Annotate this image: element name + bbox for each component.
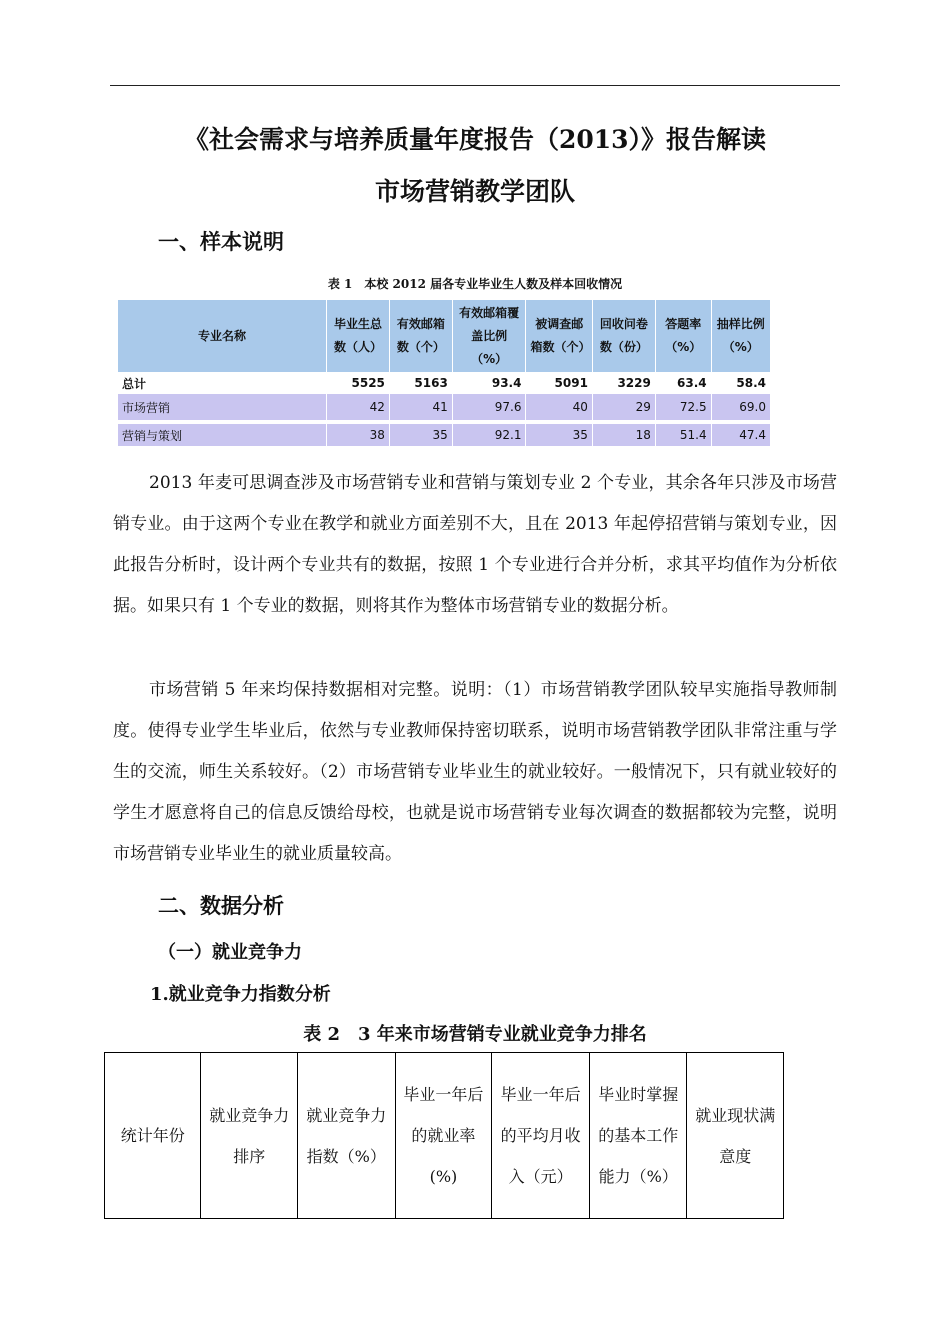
table1-header: 有效邮箱数（个） [389, 300, 452, 372]
table1-cell: 40 [526, 394, 592, 420]
table-row [118, 372, 771, 394]
table1-cell: 总计 [118, 372, 327, 394]
table1-caption: 表 1 本校 2012 届各专业毕业生人数及样本回收情况 [327, 277, 623, 291]
table1 [118, 300, 771, 446]
table1-cell: 58.4 [711, 372, 770, 394]
table1-cell: 18 [592, 424, 655, 446]
table1-cell: 5163 [389, 372, 452, 394]
table-row [118, 394, 771, 420]
section2-heading: 二、数据分析 [158, 893, 284, 918]
header-rule [110, 85, 840, 86]
table1-header: 抽样比例（%） [711, 300, 770, 372]
table1-cell: 35 [526, 424, 592, 446]
table1-cell: 63.4 [655, 372, 711, 394]
table1-cell: 42 [327, 394, 390, 420]
table1-cell: 市场营销 [118, 394, 327, 420]
table1-cell: 35 [389, 424, 452, 446]
paragraph-1: 2013 年麦可思调查涉及市场营销专业和营销与策划专业 2 个专业，其余各年只涉及市场营销专业。由于这两个专业在教学和就业方面差别不大，且在 2013 年起停招营销与策划专业，因此报告分析时，设计两个专业共有的数据，按照 1 个专业进行合并分析，求其平均值作为分析依据。如果只有 1 个专业的数据，则将其作为整体市场营销专业的数据分析。 [113, 473, 837, 616]
table2-header: 统计年份 [105, 1053, 201, 1219]
table1-cell: 营销与策划 [118, 424, 327, 446]
table1-cell: 47.4 [711, 424, 770, 446]
table2-header: 就业现状满意度 [687, 1053, 784, 1219]
table1-cell: 41 [389, 394, 452, 420]
table-row [105, 1053, 784, 1219]
table1-cell: 72.5 [655, 394, 711, 420]
table1-header: 有效邮箱覆盖比例（%） [452, 300, 526, 372]
table2 [104, 1052, 784, 1219]
table1-cell: 29 [592, 394, 655, 420]
table2-header: 毕业一年后的平均月收入（元） [492, 1053, 590, 1219]
subsubsection1-heading: 1.就业竞争力指数分析 [150, 984, 331, 1005]
table1-header: 被调查邮箱数（个） [526, 300, 592, 372]
document-title: 《社会需求与培养质量年度报告（2013）》报告解读 [183, 125, 767, 154]
table1-header: 毕业生总数（人） [327, 300, 390, 372]
table-row [118, 424, 771, 446]
table2-header: 就业竞争力排序 [201, 1053, 297, 1219]
table2-header: 就业竞争力指数（%） [297, 1053, 395, 1219]
table1-cell: 51.4 [655, 424, 711, 446]
table1-cell: 38 [327, 424, 390, 446]
paragraph-2: 市场营销 5 年来均保持数据相对完整。说明：（1）市场营销教学团队较早实施指导教师制度。使得专业学生毕业后，依然与专业教师保持密切联系，说明市场营销教学团队非常注重与学生的交流，师生关系较好。（2）市场营销专业毕业生的就业较好。一般情况下，只有就业较好的学生才愿意将自己的信息反馈给母校，也就是说市场营销专业每次调查的数据都较为完整，说明市场营销专业毕业生的就业质量较高。 [113, 680, 837, 864]
table1-cell: 97.6 [452, 394, 526, 420]
table1-cell: 5525 [327, 372, 390, 394]
table2-header: 毕业时掌握的基本工作能力（%） [589, 1053, 687, 1219]
table2-header: 毕业一年后的就业率(%) [395, 1053, 492, 1219]
table1-header: 专业名称 [118, 300, 327, 372]
document-subtitle: 市场营销教学团队 [374, 177, 575, 206]
table1-cell: 69.0 [711, 394, 770, 420]
table1-cell: 92.1 [452, 424, 526, 446]
table1-cell: 5091 [526, 372, 592, 394]
table1-cell: 93.4 [452, 372, 526, 394]
section1-heading: 一、样本说明 [158, 229, 284, 254]
table1-header: 回收问卷数（份） [592, 300, 655, 372]
table2-caption: 表 2 3 年来市场营销专业就业竞争力排名 [303, 1024, 647, 1045]
table1-header: 答题率（%） [655, 300, 711, 372]
table1-cell: 3229 [592, 372, 655, 394]
subsection1-heading: （一）就业竞争力 [158, 942, 302, 963]
